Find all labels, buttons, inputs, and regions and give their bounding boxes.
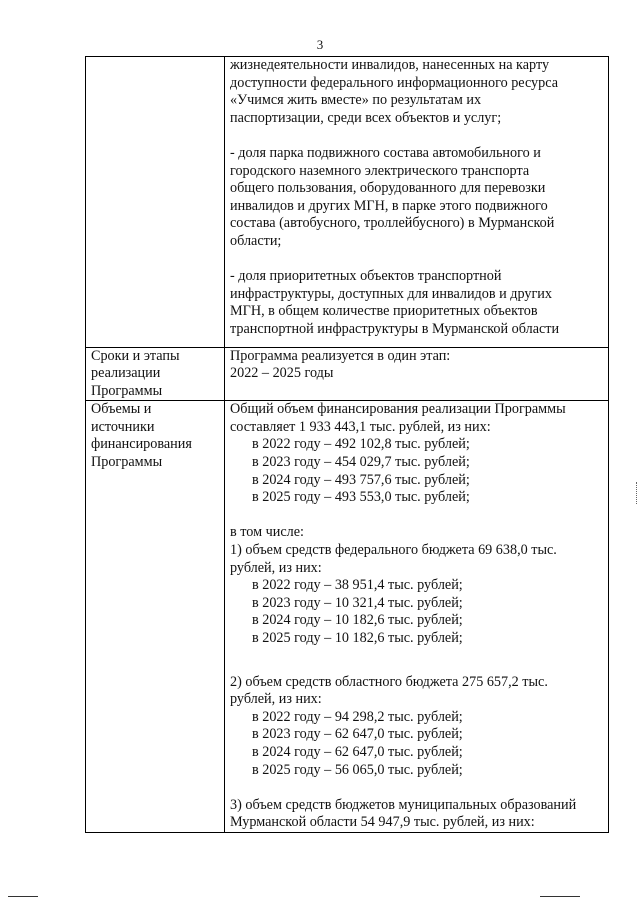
- label-line: реализации: [91, 365, 161, 382]
- paragraph: [230, 57, 604, 127]
- paragraph: [230, 145, 604, 251]
- row-label-funding: [86, 401, 225, 833]
- text-line: жизнедеятельности инвалидов, нанесенных на карту: [230, 57, 550, 73]
- text-line: инвалидов и других МГН, в парке этого подвижного: [230, 197, 548, 214]
- year-line: в 2022 году – 492 102,8 тыс. рублей;: [252, 436, 470, 453]
- text-line: МГН, в общем количестве приоритетных объектов: [230, 303, 538, 320]
- label-line: Программы: [91, 454, 163, 471]
- text-line: рублей, из них:: [230, 691, 322, 708]
- year-line: в 2023 году – 10 321,4 тыс. рублей;: [252, 594, 463, 611]
- text-line: - доля парка подвижного состава автомобильного и: [230, 144, 541, 161]
- indicators-cell: [225, 57, 609, 348]
- text-line: рублей, из них:: [230, 559, 322, 576]
- label-line: финансирования: [91, 436, 192, 453]
- scan-edge-mark: [636, 482, 638, 504]
- page-number: 3: [316, 37, 324, 52]
- text-line: состава (автобусного, троллейбусного) в Мурманской: [230, 215, 555, 232]
- year-line: в 2024 году – 10 182,6 тыс. рублей;: [252, 612, 463, 629]
- text-line: транспортной инфраструктуры в Мурманской области: [230, 320, 560, 337]
- label-line: Объемы и: [91, 401, 152, 418]
- text-line: - доля приоритетных объектов транспортной: [230, 268, 502, 285]
- table-row: [86, 401, 609, 833]
- text-line: составляет 1 933 443,1 тыс. рублей, из них:: [230, 418, 491, 435]
- funding-cell: [225, 401, 609, 833]
- year-line: в 2025 году – 10 182,6 тыс. рублей;: [252, 630, 463, 646]
- year-line: в 2024 году – 62 647,0 тыс. рублей;: [252, 743, 463, 760]
- table-row: [86, 347, 609, 401]
- year-line: в 2025 году – 493 553,0 тыс. рублей;: [252, 489, 470, 506]
- label-line: Сроки и этапы: [91, 347, 180, 364]
- footer-rule: [8, 896, 38, 897]
- text-line: в том числе:: [230, 524, 304, 541]
- text-line: 1) объем средств федерального бюджета 69 638,0 тыс.: [230, 542, 557, 559]
- text-line: 3) объем средств бюджетов муниципальных образований: [230, 796, 577, 813]
- text-line: 2022 – 2025 годы: [230, 365, 334, 382]
- text-line: паспортизации, среди всех объектов и услуг;: [230, 109, 502, 126]
- text-line: «Учимся жить вместе» по результатам их: [230, 92, 482, 109]
- program-passport-table: [85, 56, 609, 833]
- footer-rule: [540, 896, 580, 897]
- text-line: Мурманской области 54 947,9 тыс. рублей, из них:: [230, 814, 535, 831]
- row-label-empty: [86, 57, 225, 348]
- year-line: в 2022 году – 94 298,2 тыс. рублей;: [252, 708, 463, 725]
- text-line: Программа реализуется в один этап:: [230, 347, 451, 364]
- year-line: в 2023 году – 62 647,0 тыс. рублей;: [252, 726, 463, 743]
- stages-cell: [225, 347, 609, 401]
- year-line: в 2024 году – 493 757,6 тыс. рублей;: [252, 471, 470, 488]
- paragraph: [230, 268, 604, 338]
- year-line: в 2025 году – 56 065,0 тыс. рублей;: [252, 761, 463, 778]
- text-line: городского наземного электрического транспорта: [230, 162, 530, 179]
- year-line: в 2023 году – 454 029,7 тыс. рублей;: [252, 454, 470, 471]
- text-line: доступности федерального информационного ресурса: [230, 74, 559, 91]
- row-label-stages: [86, 347, 225, 401]
- table-row: [86, 57, 609, 348]
- label-line: источники: [91, 418, 155, 435]
- text-line: общего пользования, оборудованного для перевозки: [230, 180, 546, 197]
- text-line: инфраструктуры, доступных для инвалидов и других: [230, 285, 552, 302]
- label-line: Программы: [91, 382, 163, 399]
- year-line: в 2022 году – 38 951,4 тыс. рублей;: [252, 577, 463, 594]
- text-line: Общий объем финансирования реализации Программы: [230, 401, 566, 418]
- text-line: области;: [230, 232, 282, 249]
- text-line: 2) объем средств областного бюджета 275 657,2 тыс.: [230, 673, 548, 690]
